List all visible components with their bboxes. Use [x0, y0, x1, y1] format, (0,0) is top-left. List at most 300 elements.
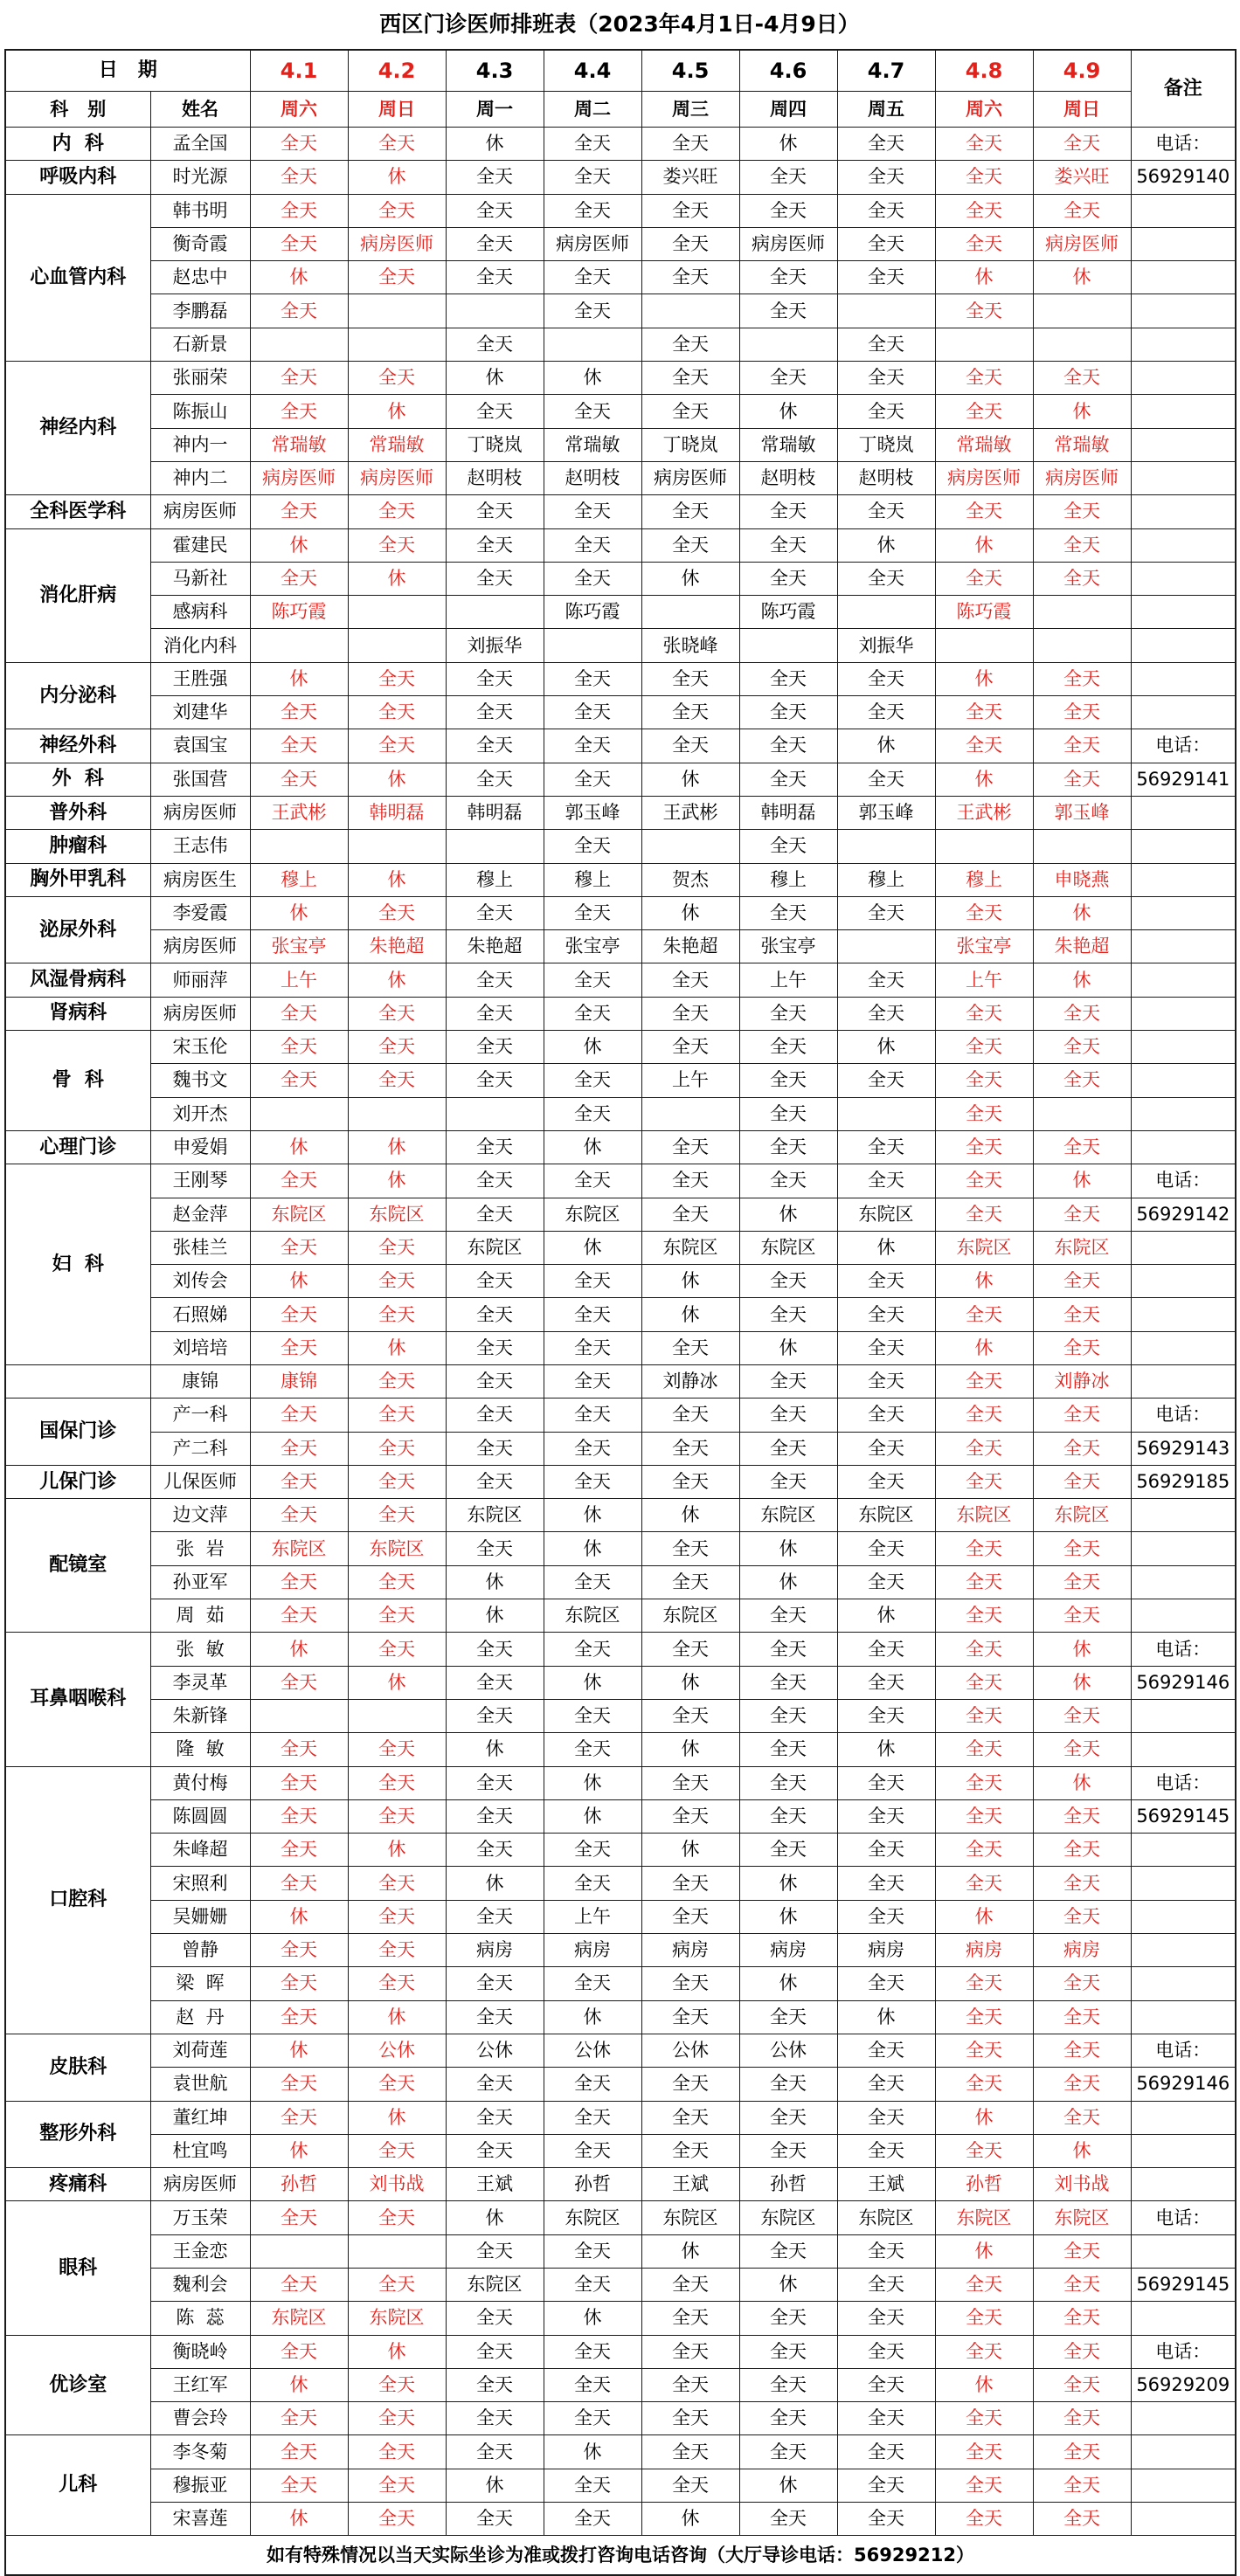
schedule-row — [5, 2368, 1236, 2401]
shift-cell: 全天 — [250, 1231, 348, 1264]
shift-cell: 全天 — [250, 2000, 348, 2034]
department-cell: 全科医学科 — [5, 495, 150, 528]
shift-cell: 全天 — [250, 2201, 348, 2234]
shift-cell: 韩明磊 — [348, 796, 446, 829]
shift-cell: 全天 — [544, 2368, 641, 2401]
shift-cell — [1033, 596, 1131, 629]
shift-cell: 全天 — [641, 1565, 739, 1599]
shift-cell: 全天 — [837, 997, 935, 1030]
shift-cell: 全天 — [739, 2368, 837, 2401]
shift-cell: 全天 — [641, 227, 739, 260]
shift-cell: 全天 — [348, 1298, 446, 1331]
shift-cell: 全天 — [348, 261, 446, 294]
shift-cell: 休 — [250, 2503, 348, 2536]
shift-cell: 休 — [935, 2234, 1033, 2268]
doctor-name: 时光源 — [150, 161, 250, 194]
department-cell: 儿保门诊 — [5, 1465, 150, 1498]
shift-cell: 休 — [641, 1733, 739, 1766]
doctor-name: 刘培培 — [150, 1331, 250, 1364]
shift-cell: 休 — [641, 1499, 739, 1532]
shift-cell: 全天 — [1033, 2068, 1131, 2101]
shift-cell: 全天 — [935, 1699, 1033, 1732]
shift-cell: 全天 — [837, 1265, 935, 1298]
shift-cell: 全天 — [739, 1265, 837, 1298]
shift-cell: 王斌 — [837, 2168, 935, 2201]
note-cell — [1131, 528, 1236, 562]
note-cell — [1131, 2469, 1236, 2502]
date-header: 4.6 — [739, 50, 837, 92]
shift-cell: 全天 — [446, 2402, 544, 2435]
shift-cell: 全天 — [446, 562, 544, 595]
note-cell — [1131, 1130, 1236, 1164]
shift-cell: 全天 — [348, 1766, 446, 1799]
shift-cell: 全天 — [1033, 562, 1131, 595]
shift-cell: 全天 — [250, 562, 348, 595]
shift-cell: 全天 — [544, 2068, 641, 2101]
shift-cell: 全天 — [348, 2469, 446, 2502]
shift-cell: 休 — [544, 1799, 641, 1833]
shift-cell: 休 — [641, 2234, 739, 2268]
doctor-name: 病房医师 — [150, 997, 250, 1030]
shift-cell: 全天 — [739, 1699, 837, 1732]
shift-cell: 全天 — [935, 1565, 1033, 1599]
shift-cell — [739, 629, 837, 662]
department-cell: 眼科 — [5, 2201, 150, 2335]
shift-cell: 休 — [1033, 1766, 1131, 1799]
shift-cell: 全天 — [1033, 1532, 1131, 1565]
shift-cell: 全天 — [544, 2134, 641, 2167]
shift-cell: 穆上 — [837, 863, 935, 896]
shift-cell: 全天 — [739, 1064, 837, 1097]
shift-cell: 全天 — [348, 2201, 446, 2234]
shift-cell: 全天 — [348, 128, 446, 161]
shift-cell: 全天 — [641, 1867, 739, 1900]
shift-cell: 休 — [544, 1231, 641, 1264]
shift-cell: 全天 — [544, 495, 641, 528]
shift-cell: 全天 — [935, 1298, 1033, 1331]
schedule-row — [5, 1130, 1236, 1164]
doctor-name: 马新社 — [150, 562, 250, 595]
shift-cell: 申晓燕 — [1033, 863, 1131, 896]
shift-cell: 全天 — [641, 395, 739, 428]
shift-cell — [837, 1097, 935, 1130]
schedule-row — [5, 1064, 1236, 1097]
shift-cell: 休 — [544, 1130, 641, 1164]
shift-cell: 全天 — [446, 328, 544, 361]
shift-cell: 全天 — [837, 1298, 935, 1331]
note-cell — [1131, 2435, 1236, 2469]
footer-row — [5, 2536, 1236, 2576]
shift-cell: 全天 — [250, 2068, 348, 2101]
shift-cell: 东院区 — [348, 1198, 446, 1231]
shift-cell: 全天 — [446, 1164, 544, 1198]
doctor-name: 袁国宝 — [150, 729, 250, 763]
weekday-header: 周六 — [250, 92, 348, 128]
weekday-header-row — [5, 92, 1236, 128]
shift-cell: 东院区 — [935, 2201, 1033, 2234]
shift-cell: 全天 — [935, 395, 1033, 428]
shift-cell: 常瑞敏 — [1033, 428, 1131, 461]
shift-cell: 全天 — [641, 1331, 739, 1364]
shift-cell: 刘书战 — [348, 2168, 446, 2201]
shift-cell — [1033, 830, 1131, 863]
shift-cell: 病房医师 — [250, 461, 348, 494]
note-cell — [1131, 662, 1236, 695]
shift-cell: 休 — [739, 1900, 837, 1933]
shift-cell: 全天 — [935, 1097, 1033, 1130]
doctor-name: 穆振亚 — [150, 2469, 250, 2502]
shift-cell: 全天 — [1033, 2101, 1131, 2134]
shift-cell: 全天 — [935, 1599, 1033, 1633]
shift-cell: 全天 — [739, 194, 837, 227]
shift-cell: 全天 — [348, 2435, 446, 2469]
shift-cell: 全天 — [348, 1733, 446, 1766]
shift-cell: 全天 — [544, 194, 641, 227]
shift-cell: 张宝亭 — [739, 930, 837, 963]
shift-cell: 全天 — [544, 294, 641, 328]
shift-cell: 病房医师 — [348, 227, 446, 260]
shift-cell: 休 — [250, 662, 348, 695]
schedule-row — [5, 194, 1236, 227]
schedule-row — [5, 1666, 1236, 1699]
schedule-row — [5, 830, 1236, 863]
shift-cell: 娄兴旺 — [1033, 161, 1131, 194]
shift-cell: 全天 — [544, 528, 641, 562]
note-cell — [1131, 1298, 1236, 1331]
shift-cell: 全天 — [935, 1164, 1033, 1198]
doctor-name: 刘建华 — [150, 696, 250, 729]
shift-cell: 全天 — [250, 495, 348, 528]
shift-cell: 休 — [250, 2134, 348, 2167]
shift-cell: 休 — [837, 1231, 935, 1264]
shift-cell: 全天 — [446, 1799, 544, 1833]
doctor-name: 黄付梅 — [150, 1766, 250, 1799]
department-cell: 皮肤科 — [5, 2034, 150, 2101]
schedule-row — [5, 696, 1236, 729]
shift-cell — [348, 830, 446, 863]
schedule-row — [5, 161, 1236, 194]
schedule-row — [5, 1499, 1236, 1532]
shift-cell: 陈巧霞 — [250, 596, 348, 629]
shift-cell: 全天 — [935, 896, 1033, 929]
note-cell — [1131, 629, 1236, 662]
shift-cell: 全天 — [837, 562, 935, 595]
shift-cell — [348, 2234, 446, 2268]
shift-cell: 休 — [641, 1834, 739, 1867]
schedule-row — [5, 596, 1236, 629]
doctor-name: 韩书明 — [150, 194, 250, 227]
shift-cell: 全天 — [348, 2402, 446, 2435]
doctor-name: 杜宜鸣 — [150, 2134, 250, 2167]
shift-cell: 病房医师 — [935, 461, 1033, 494]
schedule-row — [5, 1699, 1236, 1732]
shift-cell: 全天 — [348, 1364, 446, 1398]
shift-cell: 全天 — [1033, 729, 1131, 763]
shift-cell: 全天 — [739, 2234, 837, 2268]
schedule-row — [5, 662, 1236, 695]
schedule-row — [5, 1164, 1236, 1198]
shift-cell: 全天 — [837, 963, 935, 997]
shift-cell: 休 — [250, 896, 348, 929]
shift-cell: 东院区 — [544, 1198, 641, 1231]
shift-cell: 全天 — [1033, 1799, 1131, 1833]
doctor-name: 王金恋 — [150, 2234, 250, 2268]
shift-cell: 全天 — [250, 2435, 348, 2469]
shift-cell: 全天 — [837, 261, 935, 294]
schedule-row — [5, 2269, 1236, 2302]
doctor-name: 朱新锋 — [150, 1699, 250, 1732]
schedule-row — [5, 2234, 1236, 2268]
shift-cell: 全天 — [935, 128, 1033, 161]
shift-cell: 朱艳超 — [641, 930, 739, 963]
date-header: 4.1 — [250, 50, 348, 92]
shift-cell: 休 — [1033, 896, 1131, 929]
shift-cell — [446, 596, 544, 629]
department-cell: 神经外科 — [5, 729, 150, 763]
shift-cell: 刘书战 — [1033, 2168, 1131, 2201]
shift-cell: 全天 — [837, 2335, 935, 2368]
shift-cell: 全天 — [544, 261, 641, 294]
shift-cell — [250, 328, 348, 361]
shift-cell: 全天 — [544, 1967, 641, 2000]
shift-cell: 全天 — [348, 2503, 446, 2536]
shift-cell: 休 — [250, 528, 348, 562]
shift-cell: 全天 — [446, 1699, 544, 1732]
shift-cell — [641, 596, 739, 629]
shift-cell: 全天 — [544, 2234, 641, 2268]
shift-cell: 全天 — [641, 1164, 739, 1198]
shift-cell: 朱艳超 — [446, 930, 544, 963]
doctor-name: 宋喜莲 — [150, 2503, 250, 2536]
shift-cell: 休 — [446, 2469, 544, 2502]
doctor-name: 董红坤 — [150, 2101, 250, 2134]
schedule-row — [5, 1432, 1236, 1465]
date-header: 4.5 — [641, 50, 739, 92]
shift-cell: 全天 — [446, 2234, 544, 2268]
shift-cell: 全天 — [1033, 2269, 1131, 2302]
shift-cell: 全天 — [837, 2402, 935, 2435]
note-cell — [1131, 2134, 1236, 2167]
doctor-name: 病房医师 — [150, 495, 250, 528]
shift-cell: 全天 — [739, 562, 837, 595]
shift-cell: 全天 — [348, 896, 446, 929]
shift-cell: 上午 — [935, 963, 1033, 997]
schedule-row — [5, 863, 1236, 896]
shift-cell: 全天 — [641, 997, 739, 1030]
schedule-row — [5, 1799, 1236, 1833]
shift-cell: 全天 — [641, 696, 739, 729]
shift-cell — [250, 629, 348, 662]
shift-cell: 全天 — [641, 662, 739, 695]
doctor-name: 石照娣 — [150, 1298, 250, 1331]
shift-cell: 韩明磊 — [446, 796, 544, 829]
shift-cell: 全天 — [837, 362, 935, 395]
shift-cell: 刘静冰 — [1033, 1364, 1131, 1398]
shift-cell: 全天 — [446, 696, 544, 729]
shift-cell: 全天 — [250, 1967, 348, 2000]
shift-cell: 全天 — [739, 161, 837, 194]
shift-cell: 全天 — [1033, 2034, 1131, 2067]
shift-cell: 全天 — [250, 194, 348, 227]
weekday-header: 周二 — [544, 92, 641, 128]
shift-cell: 全天 — [837, 662, 935, 695]
shift-cell: 东院区 — [544, 1599, 641, 1633]
shift-cell: 全天 — [250, 1766, 348, 1799]
shift-cell: 刘振华 — [837, 629, 935, 662]
shift-cell: 全天 — [935, 1130, 1033, 1164]
shift-cell: 全天 — [739, 362, 837, 395]
note-cell — [1131, 1900, 1236, 1933]
shift-cell: 全天 — [544, 562, 641, 595]
shift-cell: 全天 — [1033, 1432, 1131, 1465]
shift-cell: 王斌 — [641, 2168, 739, 2201]
shift-cell: 全天 — [837, 696, 935, 729]
doctor-name: 李爱霞 — [150, 896, 250, 929]
schedule-row — [5, 227, 1236, 260]
note-cell — [1131, 1499, 1236, 1532]
note-cell — [1131, 194, 1236, 227]
shift-cell: 全天 — [544, 1432, 641, 1465]
schedule-row — [5, 2302, 1236, 2335]
shift-cell — [348, 328, 446, 361]
shift-cell: 休 — [544, 1031, 641, 1064]
note-cell: 电话： — [1131, 2201, 1236, 2234]
shift-cell: 全天 — [544, 1164, 641, 1198]
note-cell — [1131, 696, 1236, 729]
shift-cell: 全天 — [446, 1432, 544, 1465]
shift-cell: 东院区 — [250, 1532, 348, 1565]
shift-cell: 休 — [446, 1599, 544, 1633]
shift-cell: 全天 — [641, 729, 739, 763]
shift-cell: 休 — [837, 1733, 935, 1766]
shift-cell: 全天 — [641, 2000, 739, 2034]
shift-cell: 全天 — [446, 1633, 544, 1666]
shift-cell: 张宝亭 — [544, 930, 641, 963]
doctor-name: 张丽荣 — [150, 362, 250, 395]
shift-cell: 全天 — [641, 528, 739, 562]
note-cell — [1131, 1265, 1236, 1298]
doctor-name: 张 敏 — [150, 1633, 250, 1666]
shift-cell: 全天 — [935, 1465, 1033, 1498]
shift-cell: 休 — [935, 1265, 1033, 1298]
shift-cell: 休 — [250, 1900, 348, 1933]
note-cell: 电话： — [1131, 2335, 1236, 2368]
doctor-name: 朱峰超 — [150, 1834, 250, 1867]
shift-cell: 全天 — [641, 1031, 739, 1064]
shift-cell: 全天 — [935, 1967, 1033, 2000]
shift-cell: 休 — [348, 763, 446, 796]
shift-cell: 休 — [641, 763, 739, 796]
shift-cell — [739, 328, 837, 361]
shift-cell — [1033, 328, 1131, 361]
shift-cell: 公休 — [544, 2034, 641, 2067]
schedule-row — [5, 2435, 1236, 2469]
shift-cell: 全天 — [837, 2269, 935, 2302]
shift-cell: 休 — [348, 2000, 446, 2034]
schedule-row — [5, 1900, 1236, 1933]
shift-cell: 陈巧霞 — [935, 596, 1033, 629]
shift-cell: 全天 — [1033, 1900, 1131, 1933]
shift-cell: 全天 — [935, 1867, 1033, 1900]
shift-cell: 全天 — [1033, 1331, 1131, 1364]
schedule-row — [5, 362, 1236, 395]
shift-cell: 全天 — [935, 562, 1033, 595]
schedule-row — [5, 2068, 1236, 2101]
shift-cell: 全天 — [544, 696, 641, 729]
shift-cell: 全天 — [1033, 2000, 1131, 2034]
shift-cell: 全天 — [739, 1633, 837, 1666]
shift-cell: 赵明枝 — [739, 461, 837, 494]
department-cell: 肾病科 — [5, 997, 150, 1030]
shift-cell: 全天 — [446, 1766, 544, 1799]
shift-cell: 休 — [935, 763, 1033, 796]
doctor-name: 曹会玲 — [150, 2402, 250, 2435]
note-cell — [1131, 863, 1236, 896]
shift-cell: 休 — [739, 1532, 837, 1565]
shift-cell: 全天 — [1033, 1599, 1131, 1633]
shift-cell: 全天 — [935, 1198, 1033, 1231]
note-cell: 56929140 — [1131, 161, 1236, 194]
shift-cell: 全天 — [544, 1834, 641, 1867]
shift-cell: 休 — [348, 1666, 446, 1699]
shift-cell: 东院区 — [250, 2302, 348, 2335]
shift-cell: 全天 — [837, 194, 935, 227]
department-cell: 疼痛科 — [5, 2168, 150, 2201]
shift-cell: 全天 — [837, 896, 935, 929]
shift-cell: 康锦 — [250, 1364, 348, 1398]
shift-cell — [837, 930, 935, 963]
department-header: 科 别 — [5, 92, 150, 128]
shift-cell: 病房 — [837, 1934, 935, 1967]
shift-cell: 病房医师 — [739, 227, 837, 260]
shift-cell: 全天 — [1033, 696, 1131, 729]
doctor-name: 张国营 — [150, 763, 250, 796]
schedule-row — [5, 2469, 1236, 2502]
department-cell: 肿瘤科 — [5, 830, 150, 863]
shift-cell: 公休 — [446, 2034, 544, 2067]
shift-cell: 全天 — [250, 1733, 348, 1766]
schedule-row — [5, 1733, 1236, 1766]
shift-cell: 全天 — [1033, 1699, 1131, 1732]
shift-cell: 全天 — [739, 997, 837, 1030]
shift-cell: 全天 — [348, 2134, 446, 2167]
weekday-header: 周四 — [739, 92, 837, 128]
department-cell: 口腔科 — [5, 1766, 150, 2034]
shift-cell: 上午 — [250, 963, 348, 997]
note-cell — [1131, 1031, 1236, 1064]
shift-cell: 全天 — [641, 2134, 739, 2167]
shift-cell: 全天 — [544, 1298, 641, 1331]
shift-cell: 全天 — [739, 729, 837, 763]
shift-cell — [641, 830, 739, 863]
shift-cell: 东院区 — [446, 2269, 544, 2302]
note-cell: 56929146 — [1131, 2068, 1236, 2101]
shift-cell: 东院区 — [544, 2201, 641, 2234]
schedule-body — [5, 128, 1236, 2536]
shift-cell: 全天 — [837, 2302, 935, 2335]
shift-cell: 全天 — [544, 2335, 641, 2368]
shift-cell: 上午 — [739, 963, 837, 997]
shift-cell: 全天 — [1033, 2435, 1131, 2469]
shift-cell: 全天 — [641, 1799, 739, 1833]
shift-cell: 全天 — [837, 1699, 935, 1732]
shift-cell: 休 — [348, 1331, 446, 1364]
doctor-name: 陈振山 — [150, 395, 250, 428]
shift-cell: 全天 — [348, 1398, 446, 1432]
doctor-name: 孟全国 — [150, 128, 250, 161]
schedule-row — [5, 1331, 1236, 1364]
shift-cell — [935, 629, 1033, 662]
